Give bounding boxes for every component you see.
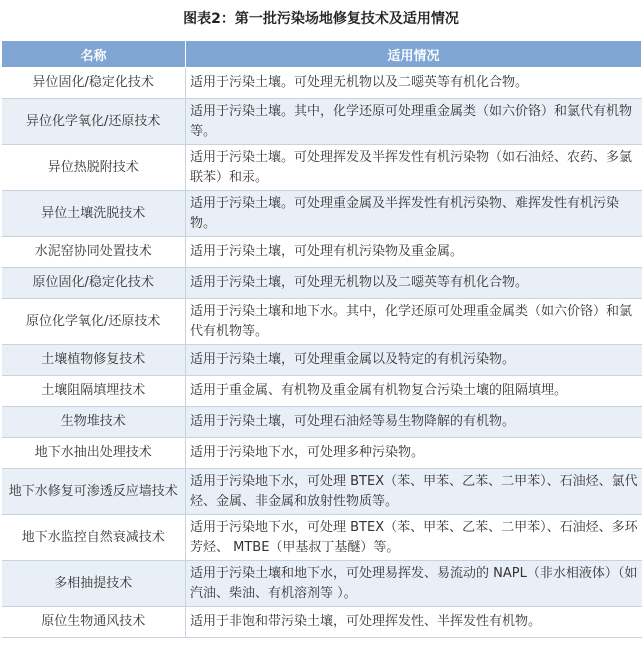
applicability-cell: 适用于污染地下水，可处理 BTEX（苯、甲苯、乙苯、二甲苯）、石油烃、氯代烃、金属、非金属和放射性物质等。 xyxy=(186,469,642,515)
remediation-technology-table xyxy=(1,40,642,638)
technology-name-cell: 多相抽提技术 xyxy=(2,561,186,607)
table-row xyxy=(2,407,642,438)
table-row xyxy=(2,515,642,561)
applicability-cell: 适用于重金属、有机物及重金属有机物复合污染土壤的阻隔填埋。 xyxy=(186,376,642,407)
table-row xyxy=(2,438,642,469)
header-name: 名称 xyxy=(2,41,186,68)
table-row xyxy=(2,191,642,237)
technology-name-cell: 地下水修复可渗透反应墙技术 xyxy=(2,469,186,515)
table-row xyxy=(2,607,642,638)
applicability-cell: 适用于污染土壤，可处理重金属以及特定的有机污染物。 xyxy=(186,345,642,376)
table-row xyxy=(2,299,642,345)
technology-name-cell: 原位化学氧化/还原技术 xyxy=(2,299,186,345)
figure-caption: 图表2：第一批污染场地修复技术及适用情况 xyxy=(183,11,459,27)
table-row xyxy=(2,68,642,99)
applicability-cell: 适用于污染土壤。其中，化学还原可处理重金属类（如六价铬）和氯代有机物等。 xyxy=(186,99,642,145)
technology-name-cell: 水泥窑协同处置技术 xyxy=(2,237,186,268)
table-row xyxy=(2,145,642,191)
technology-name-cell: 地下水监控自然衰减技术 xyxy=(2,515,186,561)
applicability-cell: 适用于污染土壤，可处理石油烃等易生物降解的有机物。 xyxy=(186,407,642,438)
technology-name-cell: 原位生物通风技术 xyxy=(2,607,186,638)
applicability-cell: 适用于污染土壤。可处理重金属及半挥发性有机污染物、难挥发性有机污染物。 xyxy=(186,191,642,237)
technology-name-cell: 土壤植物修复技术 xyxy=(2,345,186,376)
technology-name-cell: 异位固化/稳定化技术 xyxy=(2,68,186,99)
technology-name-cell: 地下水抽出处理技术 xyxy=(2,438,186,469)
table-row xyxy=(2,345,642,376)
technology-name-cell: 异位化学氧化/还原技术 xyxy=(2,99,186,145)
applicability-cell: 适用于污染土壤。可处理挥发及半挥发性有机污染物（如石油烃、农药、多氯联苯）和汞。 xyxy=(186,145,642,191)
table-row xyxy=(2,237,642,268)
table-row xyxy=(2,268,642,299)
table-header-row xyxy=(2,41,642,68)
applicability-cell: 适用于污染土壤，可处理有机污染物及重金属。 xyxy=(186,237,642,268)
technology-name-cell: 原位固化/稳定化技术 xyxy=(2,268,186,299)
technology-name-cell: 异位热脱附技术 xyxy=(2,145,186,191)
table-body xyxy=(2,68,642,638)
applicability-cell: 适用于污染地下水，可处理多种污染物。 xyxy=(186,438,642,469)
header-applicability: 适用情况 xyxy=(186,41,642,68)
technology-name-cell: 生物堆技术 xyxy=(2,407,186,438)
applicability-cell: 适用于非饱和带污染土壤，可处理挥发性、半挥发性有机物。 xyxy=(186,607,642,638)
applicability-cell: 适用于污染地下水，可处理 BTEX（苯、甲苯、乙苯、二甲苯）、石油烃、多环芳烃、 MTBE（甲基叔丁基醚）等。 xyxy=(186,515,642,561)
technology-name-cell: 土壤阻隔填埋技术 xyxy=(2,376,186,407)
table-row xyxy=(2,561,642,607)
table-row xyxy=(2,99,642,145)
applicability-cell: 适用于污染土壤。可处理无机物以及二噁英等有机化合物。 xyxy=(186,68,642,99)
table-row xyxy=(2,376,642,407)
applicability-cell: 适用于污染土壤和地下水，可处理易挥发、易流动的 NAPL（非水相液体）（如汽油、柴油、有机溶剂等 ）。 xyxy=(186,561,642,607)
applicability-cell: 适用于污染土壤和地下水。其中，化学还原可处理重金属类（如六价铬）和氯代有机物等。 xyxy=(186,299,642,345)
technology-name-cell: 异位土壤洗脱技术 xyxy=(2,191,186,237)
table-row xyxy=(2,469,642,515)
applicability-cell: 适用于污染土壤，可处理无机物以及二噁英等有机化合物。 xyxy=(186,268,642,299)
